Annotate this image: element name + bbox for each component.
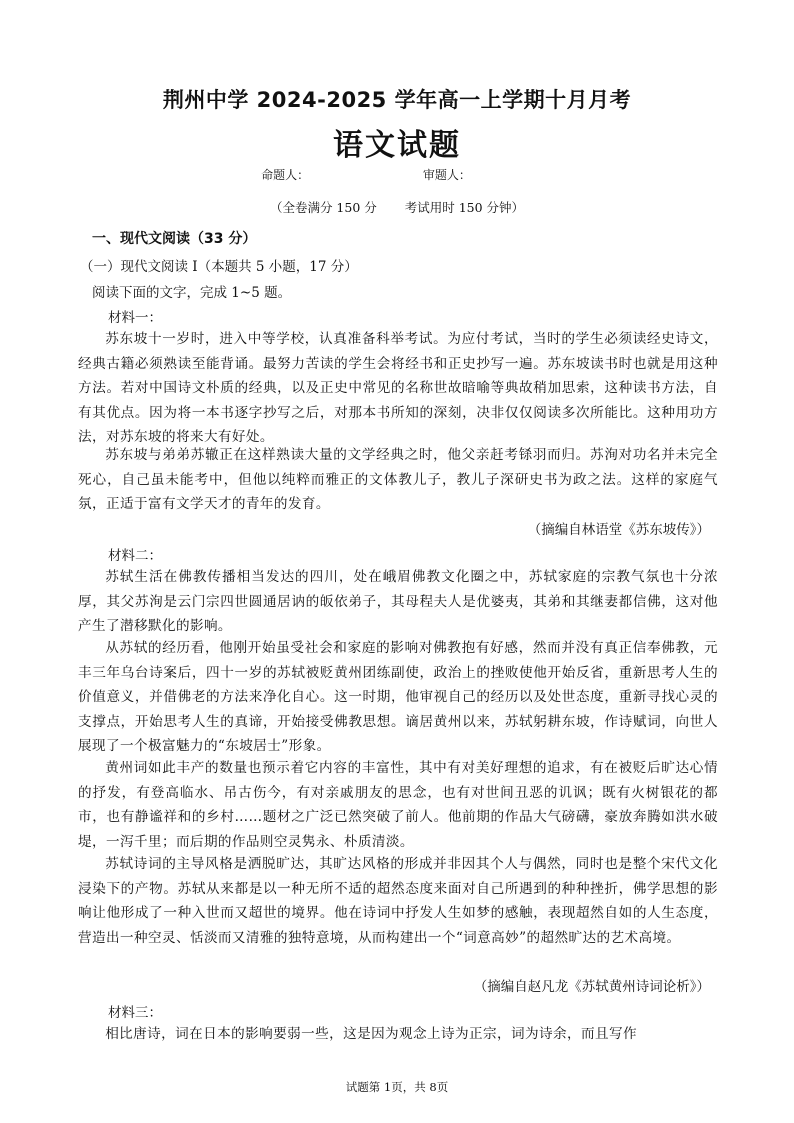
subject-title: 语文试题	[333, 128, 461, 163]
sub-heading: （一）现代文阅读 I（本题共 5 小题，17 分）	[80, 259, 358, 275]
material-1-paragraph: 苏东坡与弟弟苏辙正在这样熟读大量的文学经典之时，他父亲赶考铩羽而归。苏洵对功名并未完全死心，自己虽未能考中，但他以纯粹而雅正的文体教儿子，教儿子深研史书为政之法。这样的家庭气氛，正适于富有文学天才的青年的发育。	[78, 447, 718, 512]
instruction: 阅读下面的文字，完成 1~5 题。	[92, 285, 292, 301]
exam-info	[0, 198, 794, 216]
school-exam-title: 荆州中学 2024-2025 学年高一上学期十月月考	[162, 88, 632, 112]
page-footer: 试题第 1页，共 8页	[345, 1080, 449, 1094]
setter-label: 命题人：	[261, 168, 310, 182]
material-1-label: 材料一：	[108, 310, 162, 326]
material-2-paragraph: 苏轼诗词的主导风格是洒脱旷达，其旷达风格的形成并非因其个人与偶然，同时也是整个宋代文化浸染下的产物。苏轼从来都是以一种无所不适的超然态度来面对自己所遇到的种种挫折，佛学思想的影响让他形成了一种入世而又超世的境界。他在诗词中抒发人生如梦的感触，表现超然自如的人生态度，营造出一种空灵、恬淡而又清雅的独特意境，从而构建出一个“词意高妙”的超然旷达的艺术高境。	[78, 856, 718, 946]
material-1-source: （摘编自林语堂《苏东坡传》）	[527, 522, 710, 538]
full-score: （全卷满分 150 分	[269, 200, 377, 215]
material-2-label: 材料二：	[108, 548, 162, 564]
exam-time: 考试用时 150 分钟）	[404, 200, 525, 215]
material-2-paragraph: 从苏轼的经历看，他刚开始虽受社会和家庭的影响对佛教抱有好感，然而并没有真正信奉佛教，元丰三年乌台诗案后，四十一岁的苏轼被贬黄州团练副使，政治上的挫败使他开始反省，重新思考人生的价值意义，并借佛老的方法来净化自心。这一时期，他审视自己的经历以及处世态度，重新寻找心灵的支撑点，开始思考人生的真谛，开始接受佛教思想。谪居黄州以来，苏轼躬耕东坡，作诗赋词，向世人展现了一个极富魅力的“东坡居士”形象。	[78, 640, 718, 754]
material-3-label: 材料三：	[108, 1005, 162, 1021]
material-2-paragraph: 黄州词如此丰产的数量也预示着它内容的丰富性，其中有对美好理想的追求，有在被贬后旷达心情的抒发，有登高临水、吊古伤今，有对亲戚朋友的思念，也有对世间丑恶的讥讽；既有火树银花的都市，也有静谧祥和的乡村……题材之广泛已然突破了前人。他前期的作品大气磅礴，豪放奔腾如洪水破堤，一泻千里；而后期的作品则空灵隽永、朴质清淡。	[78, 760, 718, 850]
setter-line	[0, 166, 794, 183]
material-1-paragraph: 苏东坡十一岁时，进入中等学校，认真准备科举考试。为应付考试，当时的学生必须读经史诗文，经典古籍必须熟读至能背诵。最努力苦读的学生会将经书和正史抄写一遍。苏东坡读书时也就是用这种方法。若对中国诗文朴质的经典，以及正史中常见的名称世故暗喻等典故稍加思索，这种读书方法，自有其优点。因为将一本书逐字抄写之后，对那本书所知的深刻，决非仅仅阅读多次所能比。这种用功方法，对苏东坡的将来大有好处。	[78, 331, 718, 445]
section-heading: 一、现代文阅读（33 分）	[92, 231, 257, 247]
material-2-paragraph: 苏轼生活在佛教传播相当发达的四川，处在峨眉佛教文化圈之中，苏轼家庭的宗教气氛也十分浓厚，其父苏洵是云门宗四世圆通居讷的皈依弟子，其母程夫人是优婆夷，其弟和其继妻都信佛，这对他产生了潜移默化的影响。	[78, 569, 718, 634]
material-3-paragraph: 相比唐诗，词在日本的影响要弱一些，这是因为观念上诗为正宗，词为诗余，而且写作	[105, 1026, 637, 1042]
reviewer-label: 审题人：	[422, 168, 471, 182]
material-2-source: （摘编自赵凡龙《苏轼黄州诗词论析》）	[473, 979, 710, 995]
